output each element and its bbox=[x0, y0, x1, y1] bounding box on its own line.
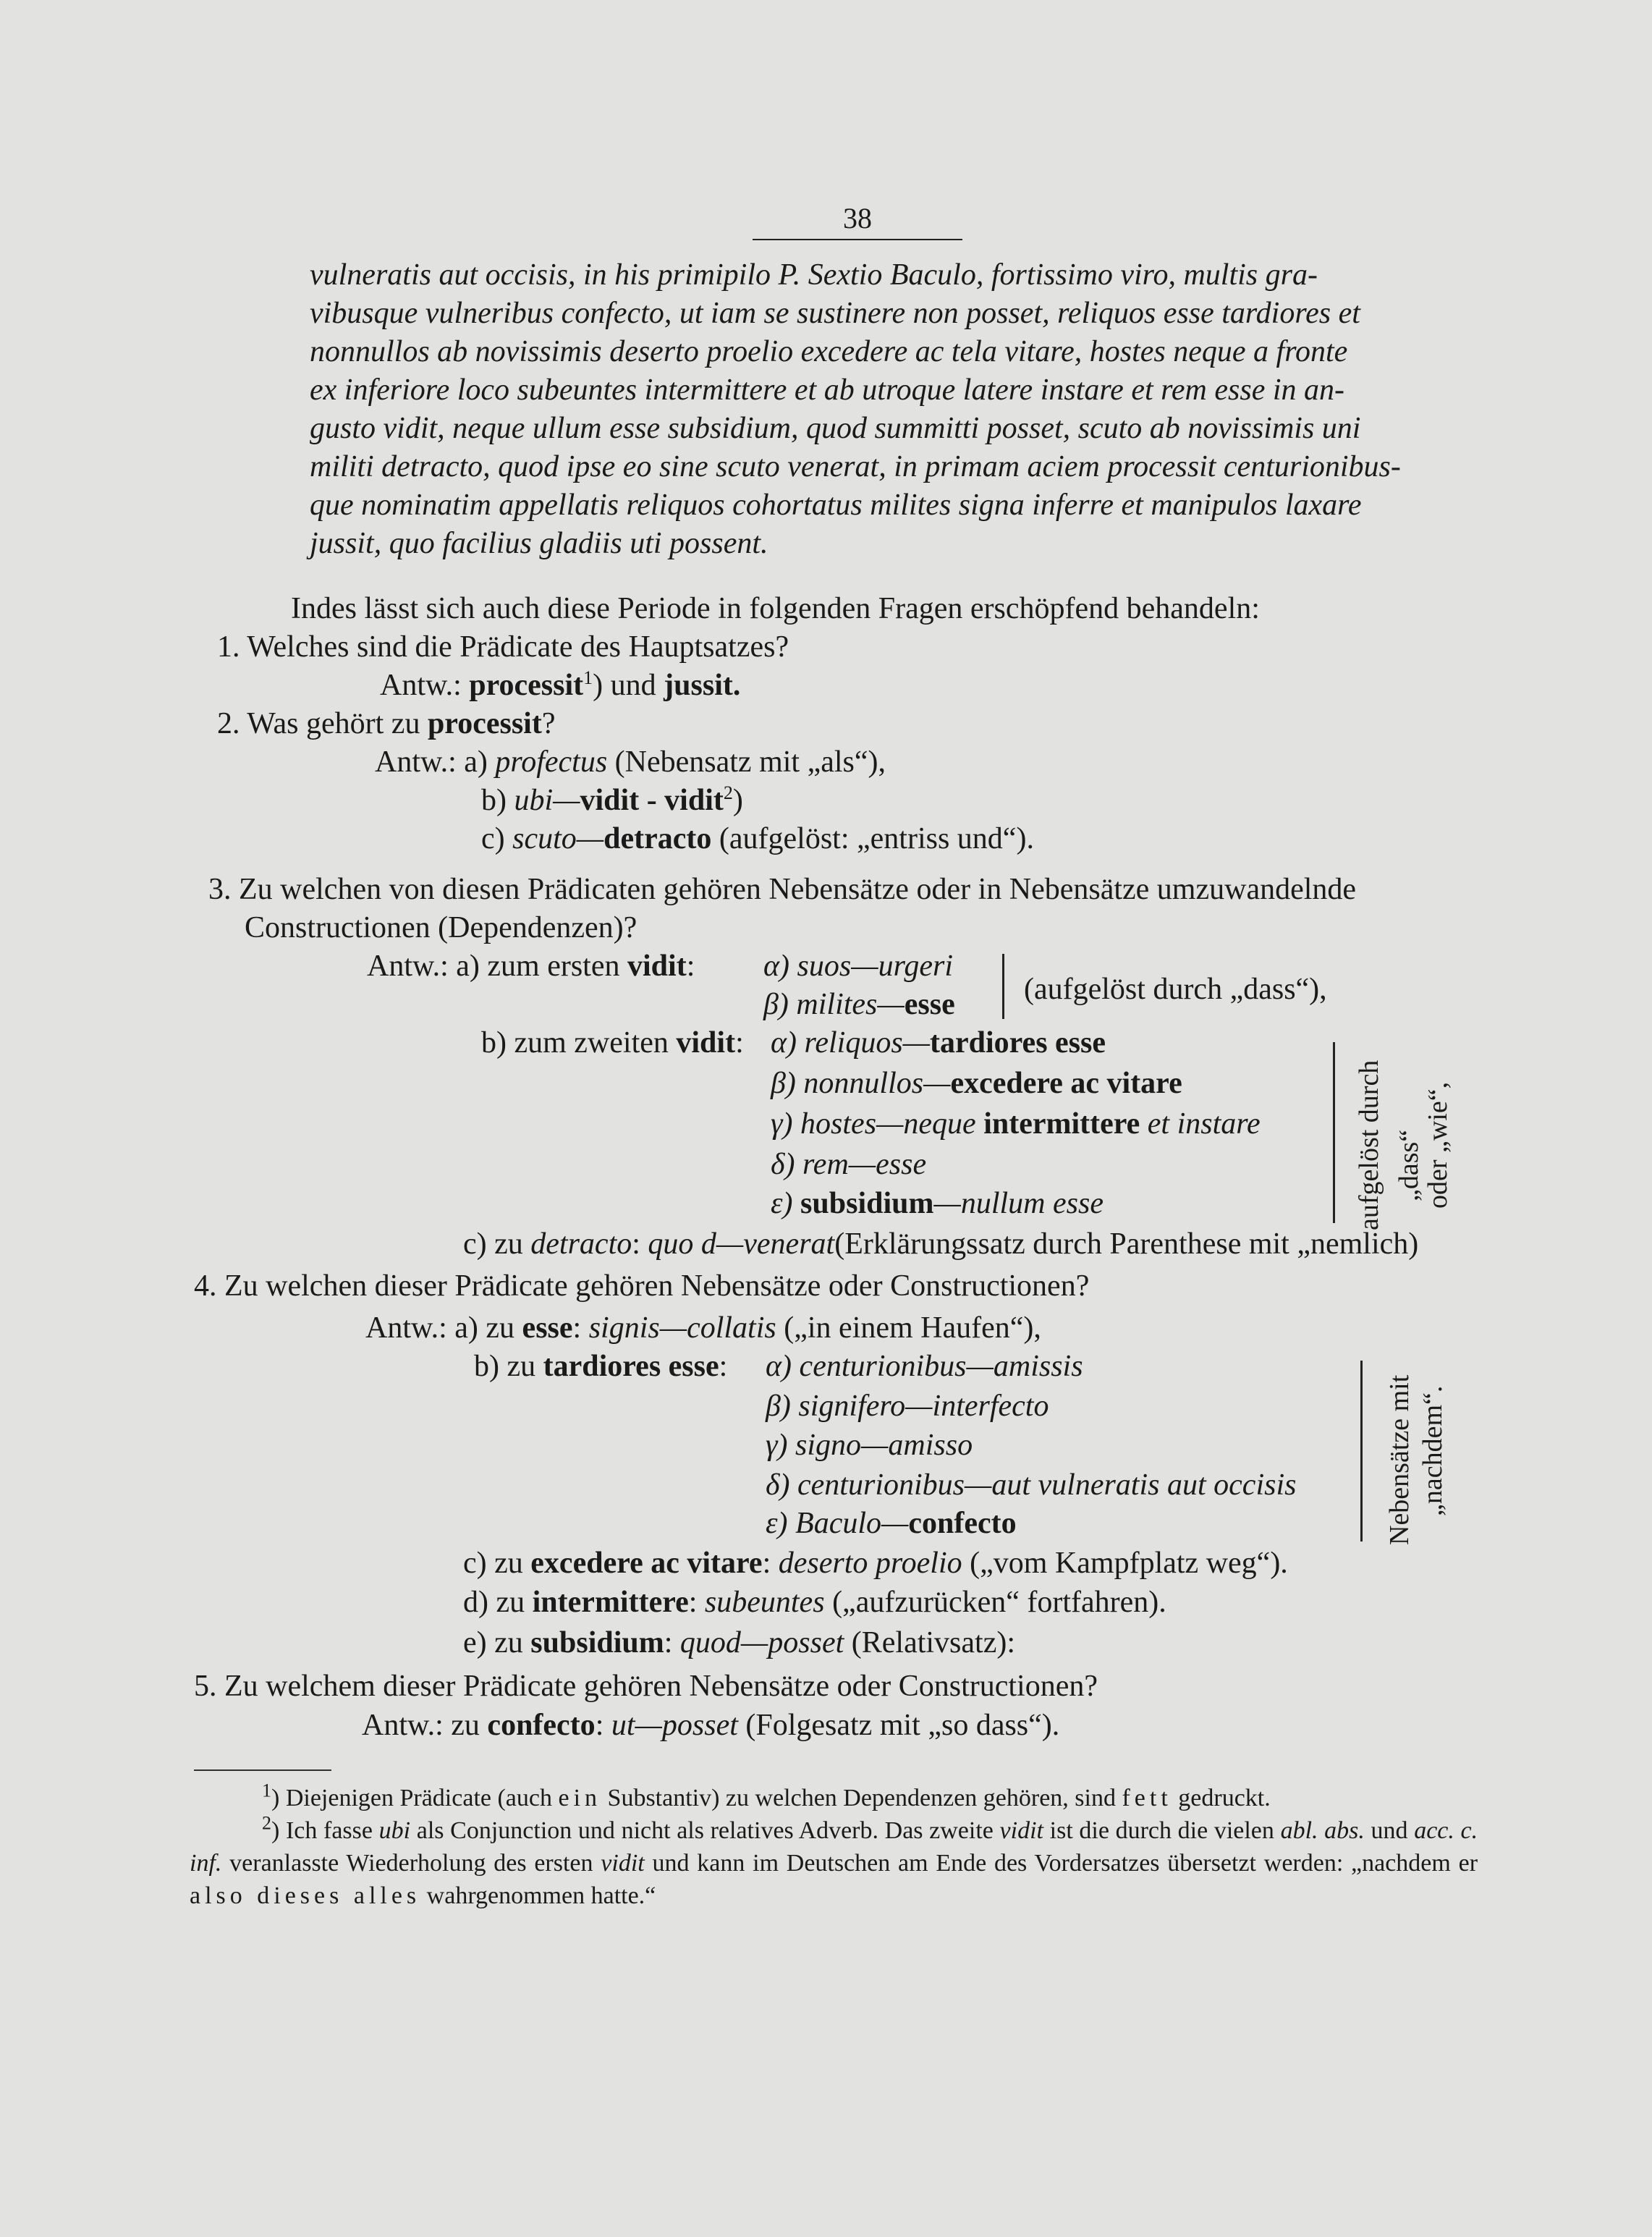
question-3-cont: Constructionen (Dependenzen)? bbox=[245, 911, 637, 944]
answer-2c: c) scuto—detracto (aufgelöst: „entriss und“). bbox=[481, 822, 1034, 855]
answer-3a-note: (aufgelöst durch „dass“), bbox=[1024, 973, 1327, 1006]
page-number: 38 bbox=[753, 201, 962, 240]
answer-4a: Antw.: a) zu esse: signis—collatis („in einem Haufen“), bbox=[365, 1311, 1041, 1345]
answer-3a-alpha: α) suos—urgeri bbox=[763, 950, 954, 983]
answer-3a: Antw.: a) zum ersten vidit: bbox=[367, 950, 695, 983]
passage-line: militi detracto, quod ipse eo sine scuto venerat, in primam aciem processit centurionibus- bbox=[310, 450, 1401, 483]
answer-4d: d) zu intermittere: subeuntes („aufzurücken“ fortfahren). bbox=[463, 1586, 1166, 1619]
question-1: 1. Welches sind die Prädicate des Hauptsatzes? bbox=[217, 630, 789, 664]
answer-4b-item: δ) centurionibus—aut vulneratis aut occisis bbox=[766, 1468, 1297, 1502]
question-5: 5. Zu welchem dieser Prädicate gehören Nebensätze oder Constructionen? bbox=[194, 1670, 1098, 1703]
brace bbox=[1002, 954, 1004, 1019]
answer-3b-item: ε) subsidium—nullum esse bbox=[771, 1187, 1104, 1220]
brace bbox=[1360, 1361, 1363, 1542]
answer-2a: Antw.: a) profectus (Nebensatz mit „als“), bbox=[375, 745, 886, 779]
question-2: 2. Was gehört zu processit? bbox=[217, 707, 556, 740]
answer-4b-item: α) centurionibus—amissis bbox=[766, 1350, 1083, 1383]
passage-line: que nominatim appellatis reliquos cohortatus milites signa inferre et manipulos laxare bbox=[310, 489, 1362, 522]
footnote-rule bbox=[194, 1769, 331, 1771]
passage-line: nonnullos ab novissimis deserto proelio excedere ac tela vitare, hostes neque a fronte bbox=[310, 335, 1348, 368]
answer-1: Antw.: processit$^1$) und jussit. bbox=[380, 667, 741, 702]
intro-text: Indes lässt sich auch diese Periode in folgenden Fragen erschöpfend behandeln: bbox=[291, 592, 1260, 625]
vertical-note-3: oder „wie“, bbox=[1423, 1081, 1453, 1209]
question-3: 3. Zu welchen von diesen Prädicaten gehören Nebensätze oder in Nebensätze umzuwandelnde bbox=[208, 873, 1357, 906]
answer-4b-item: γ) signo—amisso bbox=[766, 1429, 973, 1462]
question-4: 4. Zu welchen dieser Prädicate gehören Nebensätze oder Constructionen? bbox=[194, 1269, 1090, 1303]
answer-3b-item: δ) rem—esse bbox=[771, 1148, 927, 1181]
answer-2b: b) ubi—vidit - vidit$^2$) bbox=[481, 782, 743, 817]
answer-5: Antw.: zu confecto: ut—posset (Folgesatz mit „so dass“). bbox=[362, 1709, 1060, 1742]
answer-4b-item: ε) Baculo—confecto bbox=[766, 1507, 1017, 1540]
answer-4b: b) zu tardiores esse: bbox=[474, 1350, 728, 1383]
answer-4e: e) zu subsidium: quod—posset (Relativsatz): bbox=[463, 1626, 1016, 1659]
passage-line: vibusque vulneribus confecto, ut iam se sustinere non posset, reliquos esse tardiores et bbox=[310, 297, 1360, 330]
brace bbox=[1333, 1042, 1335, 1223]
vertical-note-4: Nebensätze mit bbox=[1384, 1374, 1415, 1545]
passage-line: ex inferiore loco subeuntes intermittere et ab utroque latere instare et rem esse in an- bbox=[310, 373, 1345, 407]
answer-3b-item: γ) hostes—neque intermittere et instare bbox=[771, 1107, 1261, 1141]
vertical-note-2: „dass“ bbox=[1394, 1129, 1424, 1201]
answer-3b-item: β) nonnullos—excedere ac vitare bbox=[771, 1067, 1182, 1100]
vertical-note-5: „nachdem“. bbox=[1418, 1385, 1448, 1516]
answer-3b-item: α) reliquos—tardiores esse bbox=[771, 1026, 1106, 1060]
passage-line: jussit, quo facilius gladiis uti possent. bbox=[310, 527, 768, 560]
answer-3c: c) zu detracto: quo d—venerat(Erklärungssatz durch Parenthese mit „nemlich) bbox=[463, 1227, 1419, 1261]
vertical-note-1: aufgelöst durch bbox=[1354, 1060, 1384, 1230]
latin-passage bbox=[310, 256, 1489, 563]
answer-3b: b) zum zweiten vidit: bbox=[481, 1026, 744, 1060]
answer-3a-beta: β) milites—esse bbox=[763, 988, 955, 1021]
footnote-1: $^1$) Diejenigen Prädicate (auch ein Substantiv) zu welchen Dependenzen gehören, sind fett gedruckt. bbox=[262, 1780, 1271, 1811]
passage-line: vulneratis aut occisis, in his primipilo P. Sextio Baculo, fortissimo viro, multis gra- bbox=[310, 258, 1318, 292]
answer-4c: c) zu excedere ac vitare: deserto proelio („vom Kampfplatz weg“). bbox=[463, 1547, 1288, 1580]
answer-4b-item: β) signifero—interfecto bbox=[766, 1390, 1049, 1423]
footnote-2: $^2$) Ich fasse ubi als Conjunction und nicht als relatives Adverb. Das zweite vidit ist die durch die vielen abl. abs. und acc. c. inf. veranlasste Wiederholung des ersten vidit und kann im Deutschen am Ende des Vordersatzes übersetzt werden: „nachdem er also dieses alles wahrgenommen hatte.“ bbox=[190, 1812, 1478, 1909]
passage-line: gusto vidit, neque ullum esse subsidium, quod summitti posset, scuto ab novissimis uni bbox=[310, 412, 1361, 445]
